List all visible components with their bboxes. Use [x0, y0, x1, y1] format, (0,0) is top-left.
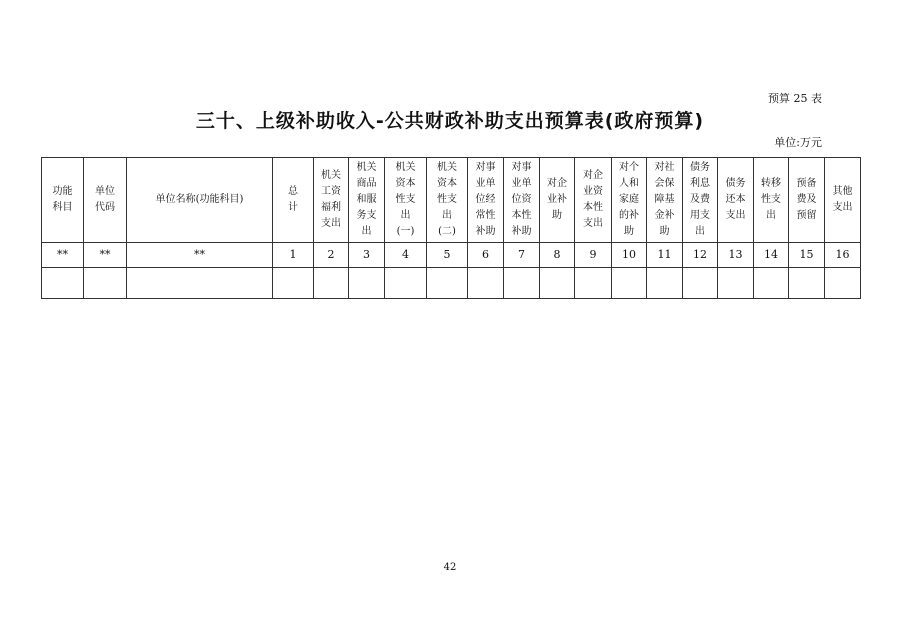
index-cell: 16: [825, 243, 861, 268]
index-row: [42, 243, 861, 268]
empty-cell: [647, 268, 683, 299]
index-cell: 2: [314, 243, 349, 268]
header-cell: 机关 资本 性支 出 (二): [427, 158, 468, 243]
empty-cell: [273, 268, 314, 299]
empty-cell: [84, 268, 127, 299]
index-cell: **: [42, 243, 84, 268]
index-cell: 15: [789, 243, 825, 268]
index-cell: 1: [273, 243, 314, 268]
index-cell: 9: [575, 243, 612, 268]
empty-cell: [718, 268, 754, 299]
header-row: [42, 158, 861, 243]
header-cell: 债务 利息 及费 用支 出: [683, 158, 718, 243]
table-number: 预算 25 表: [768, 92, 822, 105]
header-cell: 其他 支出: [825, 158, 861, 243]
empty-cell: [575, 268, 612, 299]
header-cell: 转移 性支 出: [754, 158, 789, 243]
header-cell: 机关 商品 和服 务支 出: [349, 158, 385, 243]
empty-cell: [42, 268, 84, 299]
empty-cell: [314, 268, 349, 299]
empty-cell: [349, 268, 385, 299]
empty-cell: [385, 268, 427, 299]
index-cell: 12: [683, 243, 718, 268]
empty-cell: [540, 268, 575, 299]
index-cell: 5: [427, 243, 468, 268]
header-cell: 预备 费及 预留: [789, 158, 825, 243]
page-number: 42: [443, 562, 457, 573]
header-cell: 机关 资本 性支 出 (一): [385, 158, 427, 243]
index-cell: **: [127, 243, 273, 268]
header-cell: 总 计: [273, 158, 314, 243]
empty-cell: [504, 268, 540, 299]
empty-cell: [825, 268, 861, 299]
index-cell: 8: [540, 243, 575, 268]
budget-table: [41, 157, 861, 299]
header-cell: 对企 业补 助: [540, 158, 575, 243]
index-cell: 10: [612, 243, 647, 268]
empty-cell: [683, 268, 718, 299]
empty-cell: [612, 268, 647, 299]
header-cell: 对事 业单 位资 本性 补助: [504, 158, 540, 243]
header-cell: 对社 会保 障基 金补 助: [647, 158, 683, 243]
header-cell: 对企 业资 本性 支出: [575, 158, 612, 243]
index-cell: 11: [647, 243, 683, 268]
index-cell: **: [84, 243, 127, 268]
header-cell: 单位 代码: [84, 158, 127, 243]
index-cell: 14: [754, 243, 789, 268]
empty-data-row: [42, 268, 861, 299]
empty-cell: [468, 268, 504, 299]
empty-cell: [789, 268, 825, 299]
header-cell: 对个 人和 家庭 的补 助: [612, 158, 647, 243]
empty-cell: [754, 268, 789, 299]
header-cell: 对事 业单 位经 常性 补助: [468, 158, 504, 243]
header-cell: 机关 工资 福利 支出: [314, 158, 349, 243]
index-cell: 3: [349, 243, 385, 268]
empty-cell: [427, 268, 468, 299]
header-cell: 单位名称(功能科目): [127, 158, 273, 243]
header-cell: 功能 科目: [42, 158, 84, 243]
index-cell: 13: [718, 243, 754, 268]
unit-label: 单位:万元: [774, 136, 822, 149]
index-cell: 4: [385, 243, 427, 268]
index-cell: 6: [468, 243, 504, 268]
page-title: 三十、上级补助收入-公共财政补助支出预算表(政府预算): [195, 110, 705, 132]
index-cell: 7: [504, 243, 540, 268]
header-cell: 债务 还本 支出: [718, 158, 754, 243]
empty-cell: [127, 268, 273, 299]
